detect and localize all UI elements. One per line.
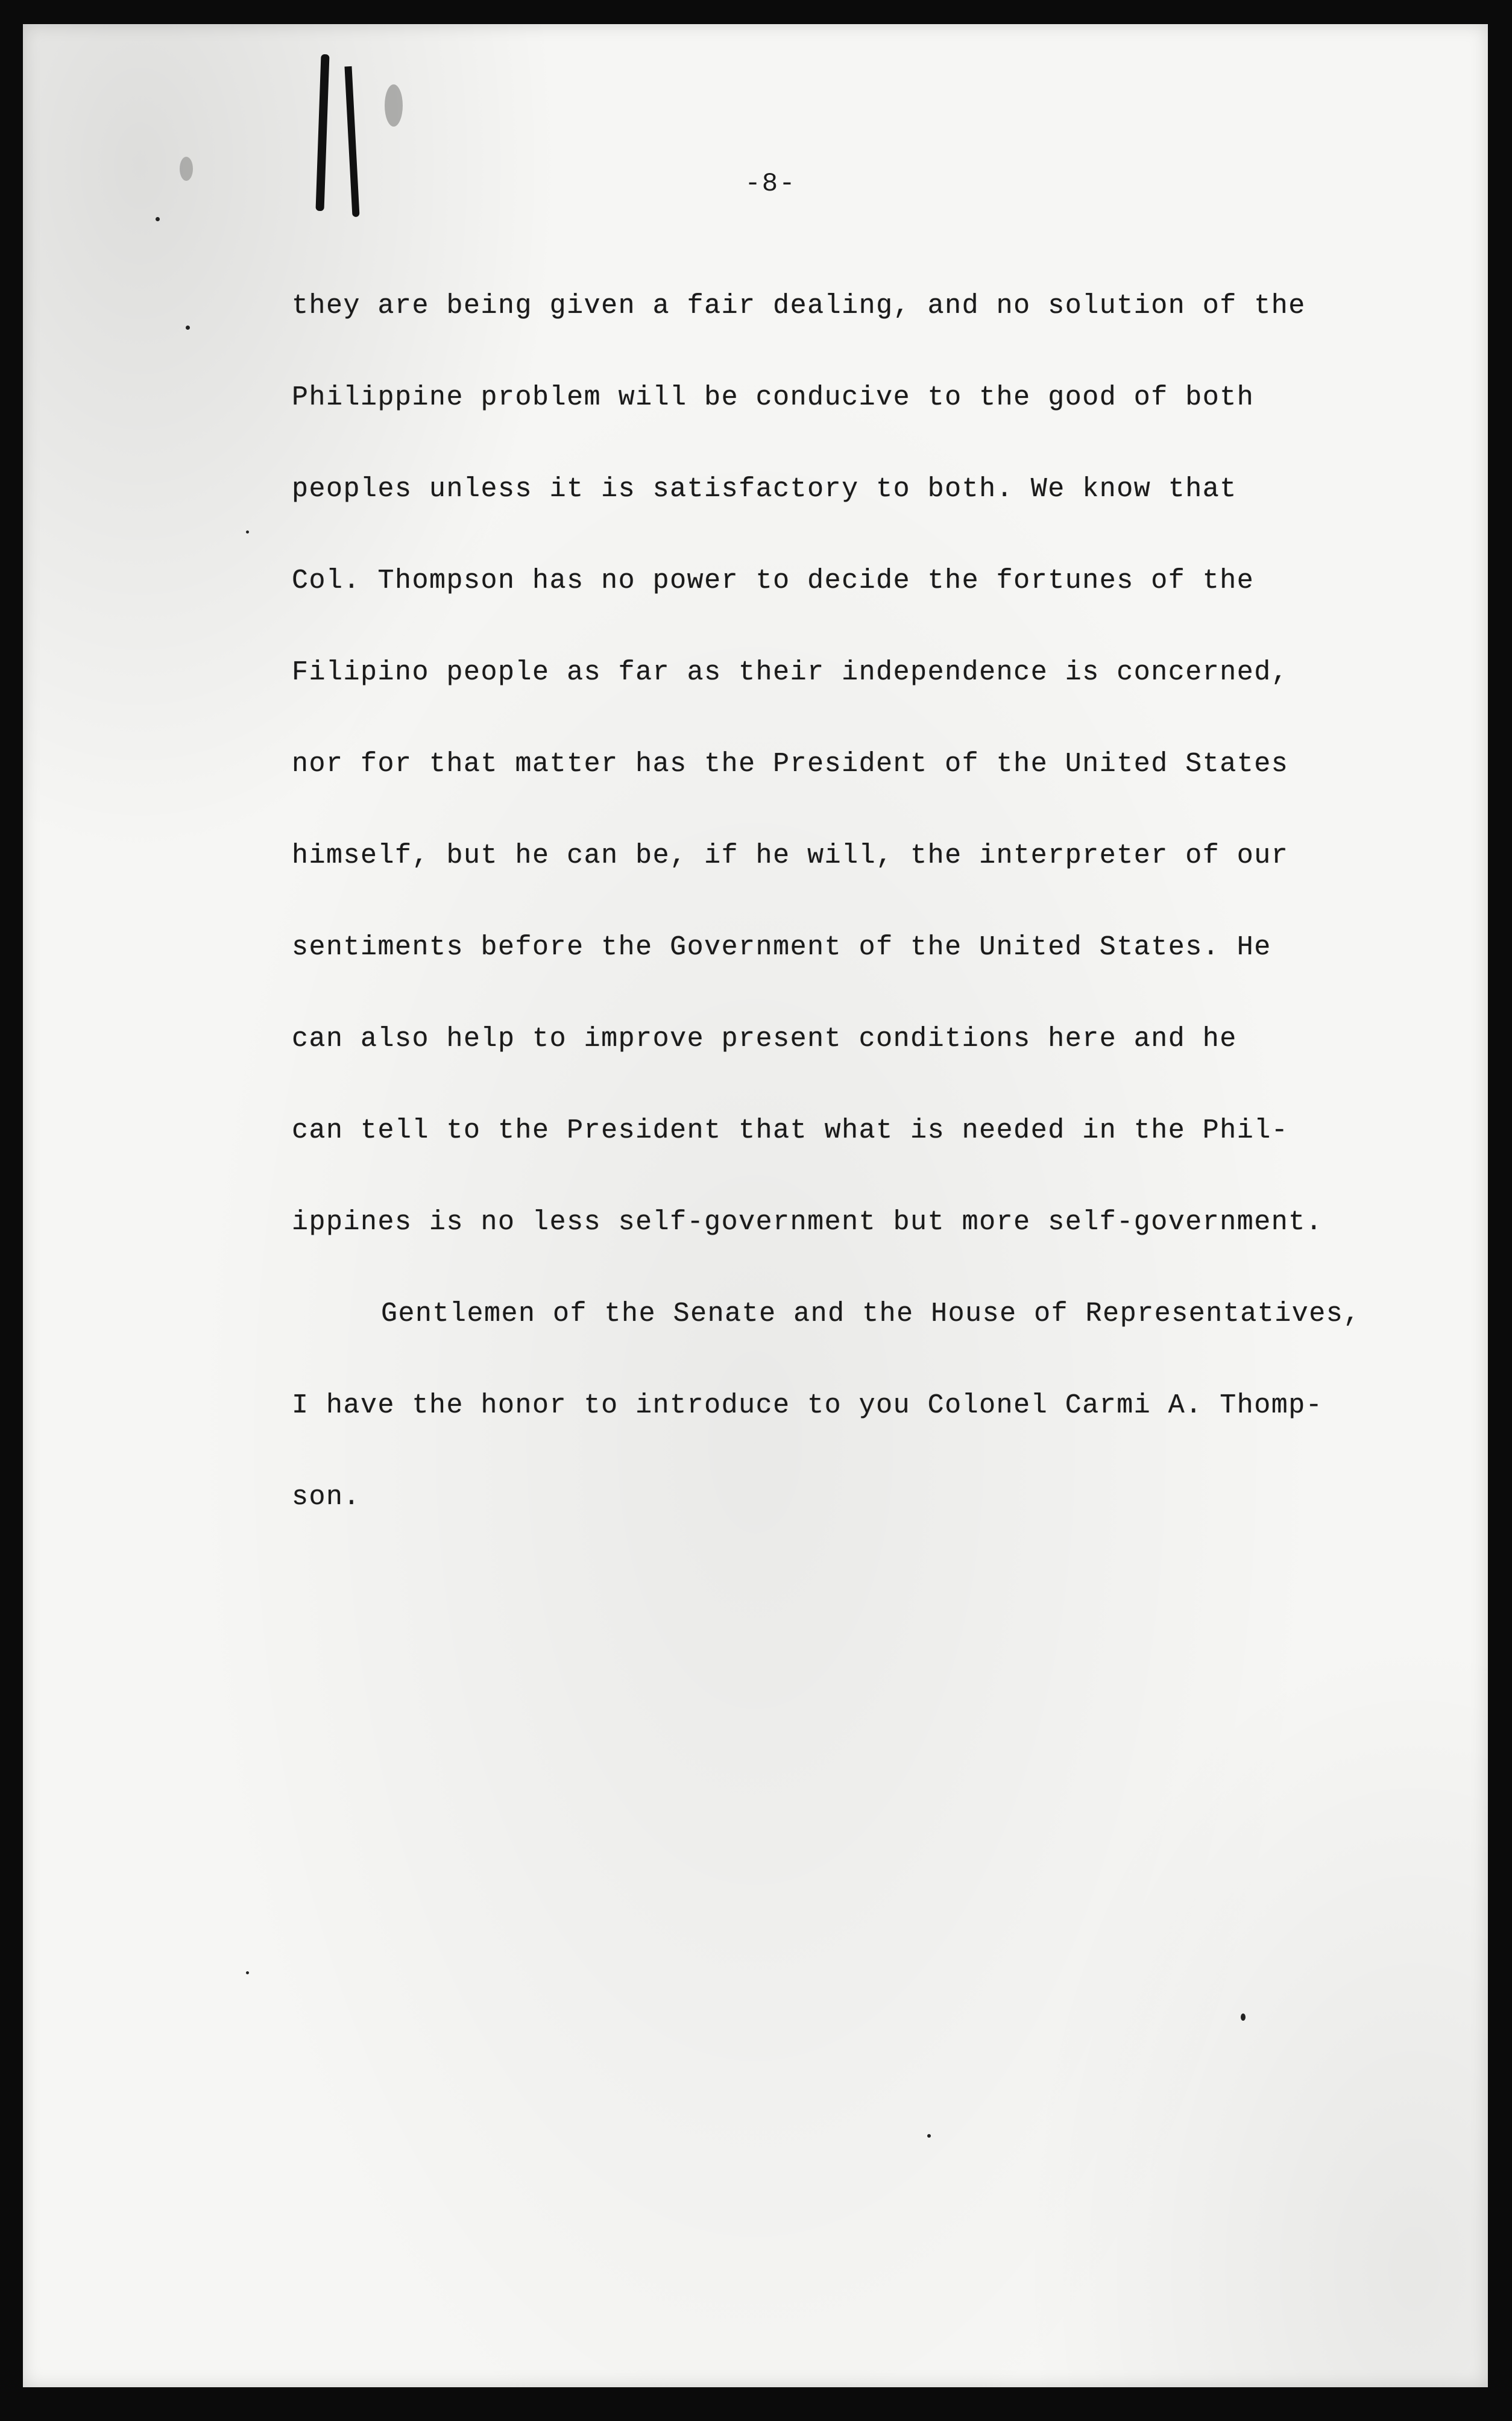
text-line: I have the honor to introduce to you Colonel Carmi A. Thomp- [292, 1390, 1323, 1421]
page-number: -8- [745, 169, 796, 199]
paper-speck [1241, 2013, 1246, 2021]
text-line: Gentlemen of the Senate and the House of Representatives, [381, 1299, 1361, 1329]
paper-speck [186, 326, 190, 330]
body-text [292, 260, 1407, 1543]
text-line: Filipino people as far as their independence is concerned, [292, 657, 1289, 688]
text-line: they are being given a fair dealing, and no solution of the [292, 291, 1306, 321]
text-line: peoples unless it is satisfactory to both. We know that [292, 474, 1237, 505]
binder-mark-right [344, 66, 359, 217]
text-line: son. [292, 1482, 361, 1513]
paper-speck [246, 1971, 249, 1974]
paper-speck [156, 217, 160, 221]
text-line: sentiments before the Government of the United States. He [292, 932, 1271, 963]
text-line: himself, but he can be, if he will, the interpreter of our [292, 840, 1289, 871]
text-line: Philippine problem will be conducive to the good of both [292, 382, 1255, 413]
text-line: nor for that matter has the President of the United States [292, 749, 1289, 779]
binder-mark-left [315, 54, 329, 211]
paper-speck [246, 530, 249, 534]
document-page [23, 24, 1488, 2387]
text-line: can also help to improve present conditions here and he [292, 1024, 1237, 1054]
text-line: Col. Thompson has no power to decide the fortunes of the [292, 565, 1255, 596]
ink-smudge [180, 157, 193, 181]
ink-smudge [385, 84, 403, 127]
text-line: ippines is no less self-government but more self-government. [292, 1207, 1323, 1238]
paper-speck [927, 2134, 931, 2138]
text-line: can tell to the President that what is needed in the Phil- [292, 1115, 1289, 1146]
